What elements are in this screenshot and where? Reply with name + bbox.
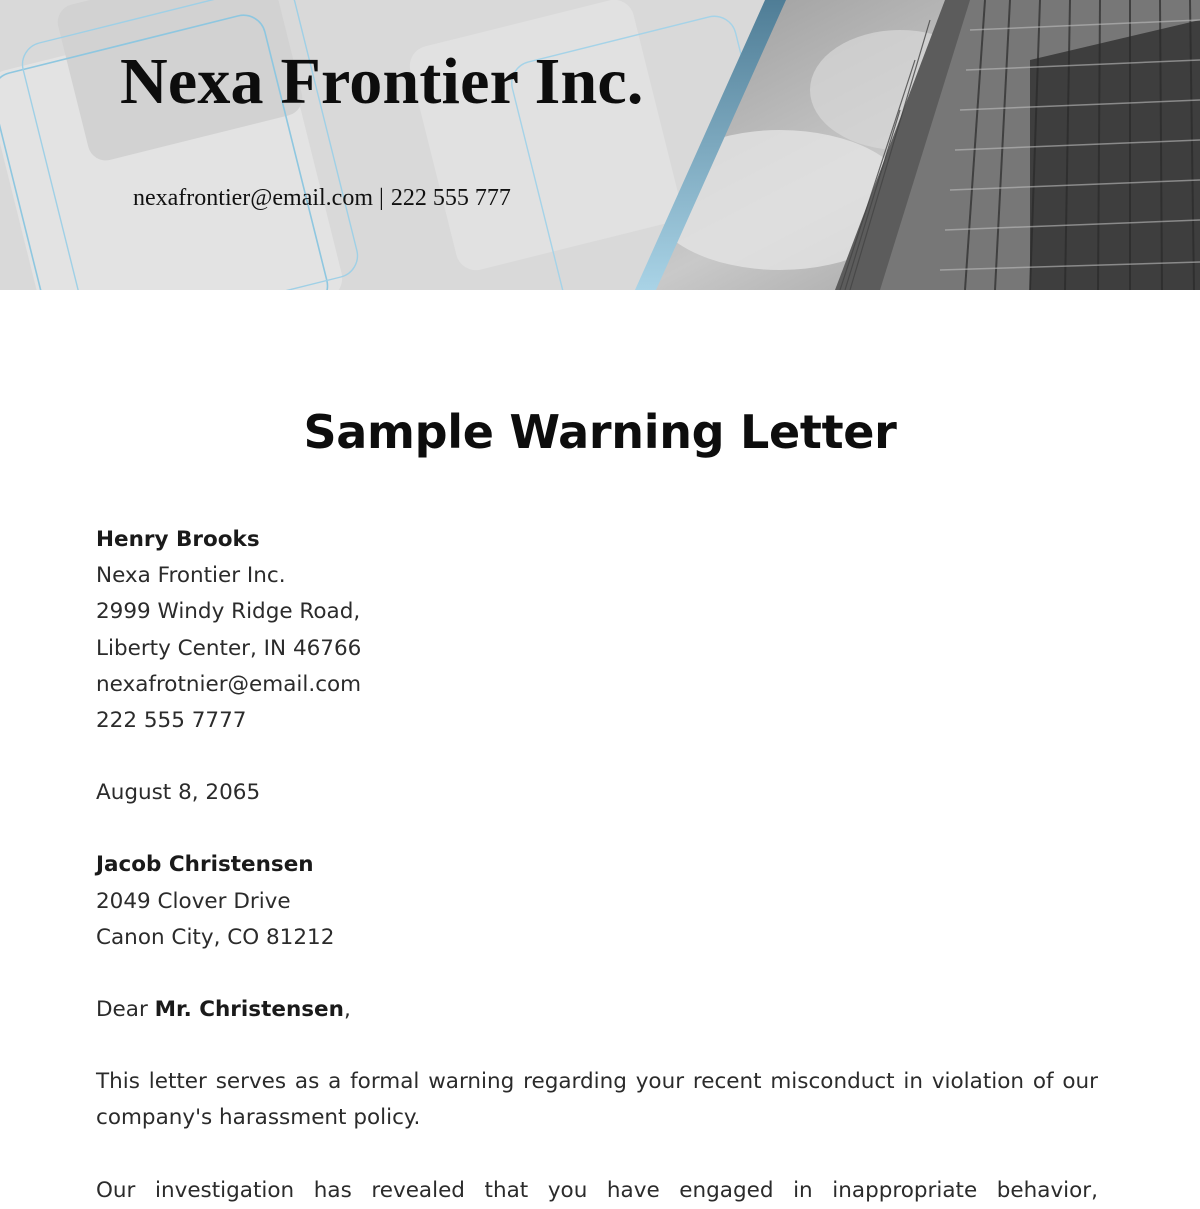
sender-phone: 222 555 7777 bbox=[96, 708, 247, 734]
recipient-name: Jacob Christensen bbox=[96, 852, 314, 878]
letterhead-banner bbox=[0, 0, 1200, 290]
sender-email: nexafrotnier@email.com bbox=[96, 671, 362, 697]
letter-body bbox=[96, 522, 1098, 1209]
sender-block bbox=[96, 522, 1098, 739]
recipient-city: Canon City, CO 81212 bbox=[96, 924, 335, 950]
company-name: Nexa Frontier Inc. bbox=[120, 45, 644, 118]
salutation-name: Mr. Christensen bbox=[154, 997, 344, 1023]
letter-date: August 8, 2065 bbox=[96, 780, 261, 806]
body-paragraph: This letter serves as a formal warning regarding your recent misconduct in violation of our company's harassment policy. bbox=[96, 1069, 1098, 1131]
body-paragraph: Our investigation has revealed that you have engaged in inappropriate behavior, bbox=[96, 1177, 1098, 1203]
sender-company: Nexa Frontier Inc. bbox=[96, 563, 286, 589]
salutation-suffix: , bbox=[343, 997, 351, 1023]
sender-name: Henry Brooks bbox=[96, 527, 260, 552]
contact-separator: | bbox=[379, 185, 384, 211]
sender-city: Liberty Center, IN 46766 bbox=[96, 635, 362, 661]
contact-line bbox=[133, 185, 511, 212]
salutation-prefix: Dear bbox=[96, 997, 155, 1023]
document-title: Sample Warning Letter bbox=[303, 405, 897, 459]
salutation bbox=[96, 992, 1098, 1028]
recipient-street: 2049 Clover Drive bbox=[96, 888, 291, 914]
company-phone: 222 555 777 bbox=[390, 185, 511, 211]
sender-street: 2999 Windy Ridge Road, bbox=[96, 599, 361, 625]
company-email: nexafrontier@email.com bbox=[133, 185, 373, 211]
recipient-block bbox=[96, 847, 1098, 956]
